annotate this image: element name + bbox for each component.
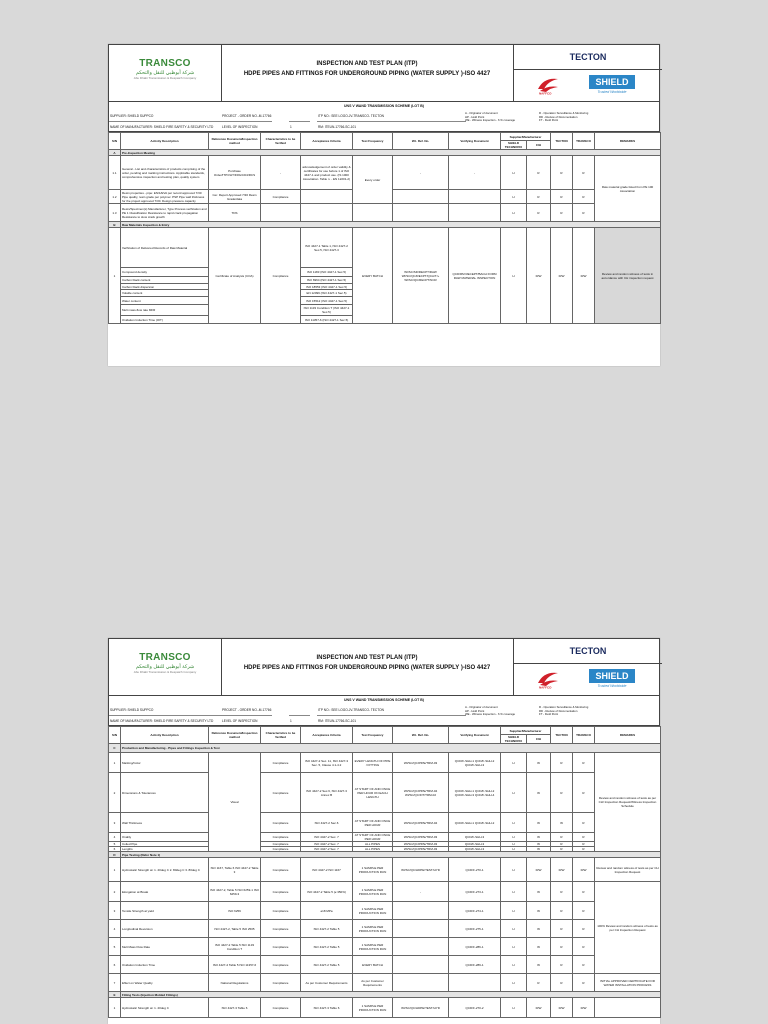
rev-field: RM: ITEUN-17766-SC-101 xyxy=(317,715,466,726)
legend-left: A - Originator of document HP - Hold Point WE - Witness Inspection - 6 % coverage xyxy=(465,705,516,717)
table-row: 1.2 Resin properties - pipe: EN/1/EVA per record approved 7/30 Pipe quality, resin grade per polymer. PSP Pipe wall thickness for the project approved 7/30. Design pressure capacity Cer. Report Approved 7/30 Resin Grade/data Compliance H R R R xyxy=(109,190,661,204)
info-block xyxy=(108,705,660,726)
table-row: 2 Dimensions & Tolerances Compliance ISO 4427-2 Sec.6, ISO 4427-3 Annex B AT START OF AND ONCE PER HOUR ON EACH LENGTH WI/SC/QC/PIPE/TRM-04 WI/SC/QC/FIT/TRM-02 QCD/F-SHH-1 QCD/F-SHH-2 QCD/F-SHH-3 QCD/F-SHH-4 H W R R xyxy=(109,773,661,813)
table-row: 4 Longitudinal Reversion ISO 4427-2, Table 5 ISO 2505 Compliance ISO 4427-2 Table 5 1 SAMPLE PER PRODUCTION RUN QCD/F-275-1 H W R R xyxy=(109,920,661,938)
col-sn: S/N xyxy=(109,727,121,744)
project-order-field: PROJECT - ORDER NO.-M-17766 xyxy=(222,708,272,712)
transco-arabic-name: شركة أبوظبي للنقل والتحكم xyxy=(135,70,195,76)
col-verifying: Verifying Document xyxy=(449,133,501,150)
shield-tagline: Trusted Worldwide xyxy=(597,90,627,94)
section-header: A Pre-Inspection Meeting xyxy=(109,150,661,156)
col-remarks: REMARKS xyxy=(595,133,661,150)
col-wi-ref: W.I. Ref. No. xyxy=(393,133,449,150)
project-line: UNS V WAND TRANSMISSION SCHEME (LOT B) xyxy=(108,102,660,111)
transco-subtitle: Abu Dhabi Transmission & Despatch Company xyxy=(133,670,197,674)
naffco-logo-icon xyxy=(536,669,560,689)
table-row: 1 Marking/Color Visual Compliance ISO 4427-2 Sec. 11, ISO 4427-3 Sec. 5, Clause 4.1-4.2 EVERY LENGTH OF PIPE / FITTING WI/SC/QC/PIPE/TRM-03 QCD/F-SHH-1 QCD/F-SHH-2 QCD/F-SHH-3 H W R R Review and random witness of tests as per CH/ Inspection Request/Witness Inspection Schedule xyxy=(109,753,661,773)
svg-text:NAFFCO: NAFFCO xyxy=(539,685,552,689)
contractor-logos xyxy=(513,639,662,695)
naffco-logo-icon xyxy=(536,75,560,95)
transco-logo xyxy=(109,639,222,695)
level-label: LEVEL OF INSPECTION xyxy=(221,121,272,132)
shield-tagline: Trusted Worldwide xyxy=(597,684,627,688)
col-reference: Reference Document/Inspection method xyxy=(209,727,261,744)
legend-right: R - Operation Surveillance & Monitoring RD - Review of Documentation FT - Field Point xyxy=(539,111,589,123)
col-activity: Activity Description xyxy=(121,133,209,150)
transco-name: TRANSCO xyxy=(139,58,191,69)
manufacturer-field: NAME OF MANUFACTURER: SHIELD FIRE SAFETY & SECURITY LTD xyxy=(109,121,222,132)
document-subtitle: HDPE PIPES AND FITTINGS FOR UNDERGROUND PIPING (WATER SUPPLY )-ISO 4427 xyxy=(243,71,491,77)
table-row: 4 Ovality Compliance ISO 4427-2 Sec. 7 AT START OF AND ONCE PER HOUR WI/SC/QC/PIPE/TRM-03 QCD/F-SHH-3 H W R R xyxy=(109,833,661,842)
table-row: 6 Oxidation Induction Time ISO 4427-2 Table 5 ISO 11357-6 Compliance ISO 4427-2 Table 5 EVERY BATCH QCD/F-289-1 H W R R xyxy=(109,956,661,974)
col-shield: SHIELD TECHNOFIX xyxy=(501,735,527,744)
level-label: LEVEL OF INSPECTION xyxy=(221,715,272,726)
col-tecton: TECTON xyxy=(551,727,573,744)
col-acceptance: Acceptance Criteria xyxy=(301,133,353,150)
col-transco: TRANSCO xyxy=(573,727,595,744)
table-row: 2 Elongation at Break ISO 4427-2, Table 5 ISO 6259-1 ISO 6259-3 Compliance ISO 4427-2 Table 5 (≥ 350%) 1 SAMPLE PER PRODUCTION RUN - QCD/F-273-1 H W R R 100% Review and random witness of tests as per CH Inspection Request xyxy=(109,882,661,902)
col-cih: CIH xyxy=(527,141,551,150)
itp-number-field: ITP NO.: SEE LOGO-JV-TRANSCO- TECTON xyxy=(318,708,384,712)
table-row: 5 Melt Mass Flow Rate ISO 4427-2 Table 5 ISO 1133 Condition T Compliance ISO 4427-2 Table 5 1 SAMPLE PER PRODUCTION RUN QCD/F-286-1 H W R R xyxy=(109,938,661,956)
col-activity: Activity Description xyxy=(121,727,209,744)
section-header: C Production and Manufacturing - Pipes and Fittings Inspection & Test xyxy=(109,744,661,753)
document-title: INSPECTION AND TEST PLAN (ITP) xyxy=(316,61,418,67)
transco-logo xyxy=(109,45,222,101)
legend-right: R - Operation Surveillance & Monitoring RD - Review of Documentation FT - Field Point xyxy=(539,705,589,717)
table-row: 3 Tensile Strength at yield ISO 6259 Compliance ≥18 MPa 1 SAMPLE PER PRODUCTION RUN QCD/F-274-1 H W R R xyxy=(109,902,661,920)
col-characteristics: Characteristics to be Verified xyxy=(261,133,301,150)
tecton-logo: TECTON xyxy=(514,639,662,664)
transco-arabic-name: شركة أبوظبي للنقل والتحكم xyxy=(135,664,195,670)
table-row: 1 Hydrostatic Strength at: 1. 20deg C 2. 80deg C 3. 80deg C ISO 1167, Table 6 ISO 4427-2 Table 3 Compliance ISO 4427-2 ISO 1167 1 SAMPLE PER PRODUCTION RUN WI/SC/QC/HDPE/TEST/HYD QCD/F-270-1 H R/W R/W R/W Review and random witness of tests as per CH Inspection Request xyxy=(109,858,661,882)
col-cih: CIH xyxy=(527,735,551,744)
supplier-field: SUPPLIER: SHIELD SUPPCO xyxy=(110,114,154,118)
section-header: E Fitting Tests (Injection Molded Fittings) xyxy=(109,992,661,998)
table-row: Volatile content EN 12099 (ISO 4427-1 Sec.5) xyxy=(109,290,661,297)
table-row: 1.3 Resin/Specimen(s) Manufacturer, Type Process verification and PE 1 Classification Resistance to rapid crack propagation Resistance to slow crack growth TDS H R R R xyxy=(109,204,661,222)
supplier-field: SUPPLIER: SHIELD SUPPCO xyxy=(110,708,154,712)
document-title-block xyxy=(221,639,513,695)
remarks-cell: Review and random witness of tests in accordance with CH inspection request xyxy=(595,228,661,324)
itp-number-field: ITP NO.: SEE LOGO-JV-TRANSCO- TECTON xyxy=(318,114,384,118)
itp-page-2 xyxy=(108,638,660,1024)
table-row: Oxidation Induction Time (OIT) ISO 11357-6 (ISO 4427-1 Sec.5) xyxy=(109,316,661,324)
itp-table-page-1 xyxy=(108,132,661,324)
col-sn: S/N xyxy=(109,133,121,150)
svg-text:NAFFCO: NAFFCO xyxy=(539,91,552,95)
transco-name: TRANSCO xyxy=(139,652,191,663)
col-characteristics: Characteristics to be Verified xyxy=(261,727,301,744)
tecton-logo: TECTON xyxy=(514,45,662,70)
table-row: 1 Hydrostatic Strength at: 1. 20deg C ISO 4427-3 Table 6 Compliance ISO 4427-3 Table 6 1 SAMPLE PER PRODUCTION RUN WI/SC/QC/HDPE/TEST/HYD QCD/F-270-2 H R/W R/W R/W xyxy=(109,998,661,1018)
rev-field: RM: ITEUN-17766-SC-101 xyxy=(317,121,466,132)
table-row: Compound density ISO 1183 (ISO 4427-1 Sec.5) xyxy=(109,268,661,277)
col-verifying: Verifying Document xyxy=(449,727,501,744)
table-row: 7 Effect on Water Quality National Regulations Compliance As per Customer Requirements As per Customer Requirements H R R R INITIAL APPROVED CERTIFICATE FOR WATER INSTALLATION PROCESS xyxy=(109,974,661,992)
col-frequency: Test Frequency xyxy=(353,727,393,744)
document-header xyxy=(108,44,660,102)
level-value: 1 xyxy=(289,715,310,726)
col-frequency: Test Frequency xyxy=(353,133,393,150)
table-row: Melt mass-flow rate MFR ISO 1133 Condition T (ISO 4427-1 Sec.5) xyxy=(109,305,661,316)
level-value: 1 xyxy=(289,121,310,132)
manufacturer-field: NAME OF MANUFACTURER: SHIELD FIRE SAFETY & SECURITY LTD xyxy=(109,715,222,726)
col-shield: SHIELD TECHNOFIX xyxy=(501,141,527,150)
table-row: Carbon black dispersion ISO 18553 (ISO 4427-1 Sec.5) xyxy=(109,284,661,290)
col-wi-ref: W.I. Ref. No. xyxy=(393,727,449,744)
project-line: UNS V WAND TRANSMISSION SCHEME (LOT B) xyxy=(108,696,660,705)
table-row: Water content ISO 15512 (ISO 4427-1 Sec.5) xyxy=(109,297,661,305)
document-subtitle: HDPE PIPES AND FITTINGS FOR UNDERGROUND PIPING (WATER SUPPLY )-ISO 4427 xyxy=(243,665,491,671)
itp-page-1 xyxy=(108,44,660,366)
table-row: 6 Lengths Compliance ISO 4427-2 Sec. 7 ALL PIPES WI/SC/QC/PIPE/TRM-03 QCD/F-SHH-3 H W R R xyxy=(109,847,661,852)
col-reference: Reference Document/Inspection method xyxy=(209,133,261,150)
col-supplier-group: Supplier/Manufacturer xyxy=(501,727,551,735)
info-block xyxy=(108,111,660,132)
col-tecton: TECTON xyxy=(551,133,573,150)
col-supplier-group: Supplier/Manufacturer xyxy=(501,133,551,141)
shield-logo: SHIELD xyxy=(589,669,635,683)
project-order-field: PROJECT - ORDER NO.-M-17766 xyxy=(222,114,272,118)
itp-table-page-2 xyxy=(108,726,661,1018)
section-header: B Raw Materials Inspection & Entry xyxy=(109,222,661,228)
document-header xyxy=(108,638,660,696)
section-header: D Pipe Testing (Refer Note 1) xyxy=(109,852,661,858)
table-row: 3 Wall Thickness Compliance ISO 4427-2 Sec.6 AT START OF AND ONCE PER HOUR WI/SC/QC/PIPE/TRM-04 QCD/F-SHH-1 QCD/F-SHH-2 H W W R xyxy=(109,813,661,833)
shield-logo: SHIELD xyxy=(589,75,635,89)
document-title: INSPECTION AND TEST PLAN (ITP) xyxy=(316,655,418,661)
col-transco: TRANSCO xyxy=(573,133,595,150)
col-acceptance: Acceptance Criteria xyxy=(301,727,353,744)
col-remarks: REMARKS xyxy=(595,727,661,744)
table-row: 1.1 General - List and characteristics of products comprising of the order, pending and marking instructions. Applicable standards, comprehensive inspection and testing plan, quality system Purchase Order/ITP/VHT/FRG/CD4/RCS - acknowledgement of order validity & certificates for use before 1 of ISO 4427-1 and product use. (IS 1000 Association. Table n. - EN 12201-2) Every order - - H R R R Raw material grade listed from PE 100 Association xyxy=(109,156,661,190)
table-row: 5 Coiled Pipe Compliance ISO 4427-2 Sec. 7 ALL PIPES WI/SC/QC/PIPE/TRM-03 QCD/F-SHH-3 H W R R xyxy=(109,842,661,847)
transco-subtitle: Abu Dhabi Transmission & Despatch Company xyxy=(133,76,197,80)
contractor-logos xyxy=(513,45,662,101)
table-row: 1 Verification of Delivered Records of Raw Material Certificate of Analysis (COA) Compliance ISO 4427-1 Table 1, ISO 4427-2 Sec.5, ISO 4427-3 EVERY BATCH WI/SC/SD/RECPT/RAW WI/SC/QC/RECPT/QCA/T/+ WI/SC/QC/RECPT/NCR QCD/RM RECEPT/BACH FORM RAW MATERIAL INSPECTION H R/W R/W R/W Review and random witness of tests in accordance with CH inspection request xyxy=(109,228,661,268)
legend-left: A - Originator of document HP - Hold Point WE - Witness Inspection - 6 % coverage xyxy=(465,111,516,123)
document-title-block xyxy=(221,45,513,101)
table-row: Carbon black content ISO 6964 (ISO 4427-1 Sec.5) xyxy=(109,277,661,284)
